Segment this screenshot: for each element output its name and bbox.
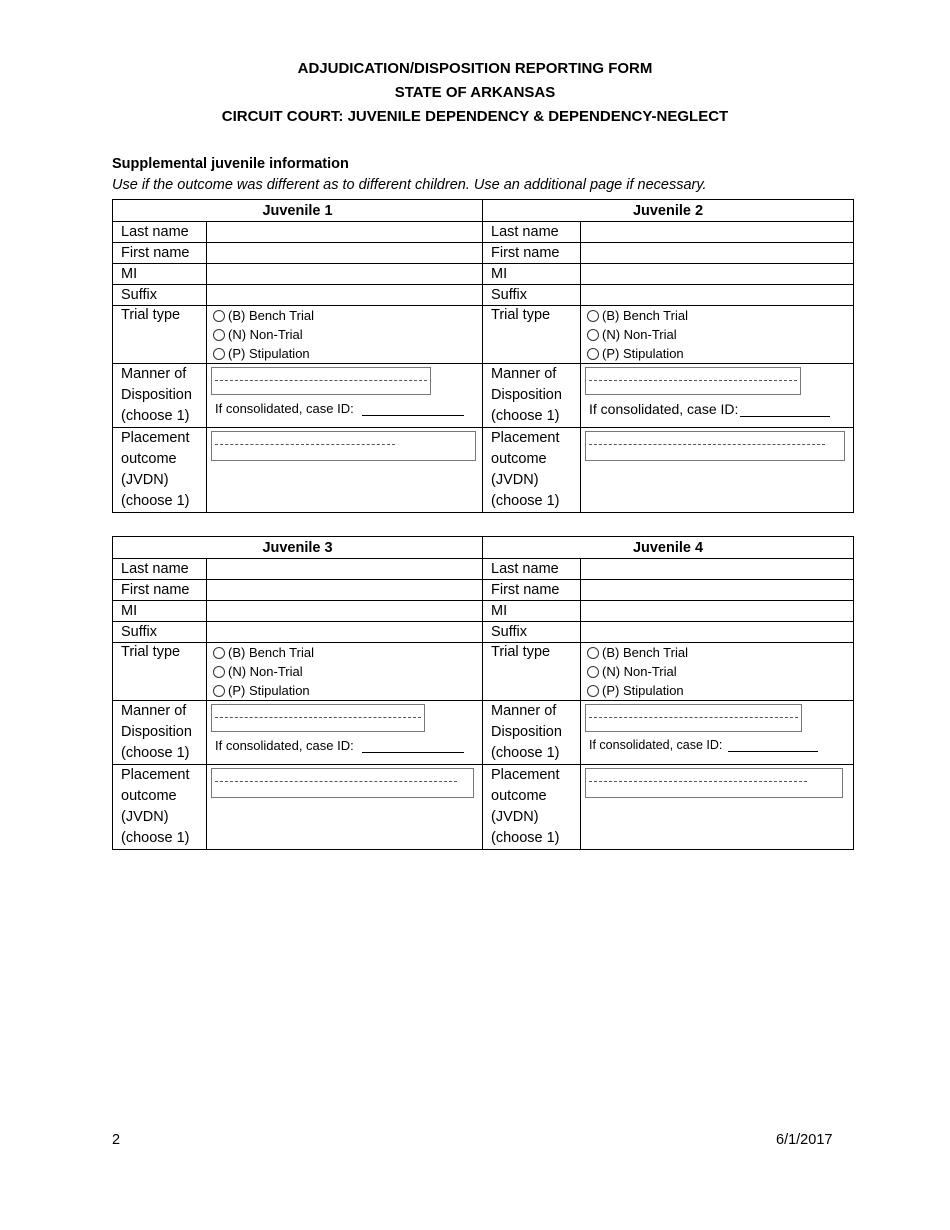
juvenile-1-placement-cell: [207, 428, 483, 513]
trial-type-label: Trial type: [483, 643, 581, 701]
trial-type-label: Trial type: [113, 306, 207, 364]
non-trial-label: (N) Non-Trial: [228, 327, 303, 342]
juvenile-4-last-name-field[interactable]: [581, 559, 854, 580]
form-date: 6/1/2017: [776, 1132, 833, 1148]
consolidated-label: If consolidated, case ID:: [589, 738, 723, 752]
juvenile-1-header: Juvenile 1: [113, 200, 483, 222]
form-title: ADJUDICATION/DISPOSITION REPORTING FORM: [297, 60, 653, 77]
radio-bench-trial[interactable]: [213, 647, 225, 659]
page-number: 2: [112, 1132, 121, 1148]
juvenile-1-case-id-field[interactable]: [362, 404, 464, 416]
non-trial-label: (N) Non-Trial: [228, 664, 303, 679]
radio-stipulation[interactable]: [587, 685, 599, 697]
juvenile-2-placement-cell: [581, 428, 854, 513]
stipulation-label: (P) Stipulation: [228, 683, 310, 698]
juvenile-2-manner-cell: [581, 364, 854, 428]
first-name-label: First name: [483, 243, 581, 264]
juvenile-4-manner-dropdown[interactable]: [585, 704, 802, 732]
juvenile-2-suffix-field[interactable]: [581, 285, 854, 306]
mi-label: MI: [483, 601, 581, 622]
radio-bench-trial[interactable]: [587, 310, 599, 322]
radio-stipulation[interactable]: [587, 348, 599, 360]
juvenile-4-suffix-field[interactable]: [581, 622, 854, 643]
suffix-label: Suffix: [113, 622, 207, 643]
bench-trial-label: (B) Bench Trial: [602, 645, 688, 660]
juvenile-4-mi-field[interactable]: [581, 601, 854, 622]
radio-non-trial[interactable]: [213, 666, 225, 678]
juvenile-2-trial-type-group: [581, 306, 854, 364]
consolidated-label: If consolidated, case ID:: [589, 401, 739, 417]
manner-of-disposition-label: Manner of Disposition (choose 1): [483, 701, 581, 765]
manner-of-disposition-label: Manner of Disposition (choose 1): [483, 364, 581, 428]
juvenile-2-placement-dropdown[interactable]: [585, 431, 845, 461]
juvenile-1-suffix-field[interactable]: [207, 285, 483, 306]
radio-stipulation[interactable]: [213, 348, 225, 360]
juvenile-1-first-name-field[interactable]: [207, 243, 483, 264]
juvenile-4-first-name-field[interactable]: [581, 580, 854, 601]
last-name-label: Last name: [483, 222, 581, 243]
juvenile-table-1-2: [112, 199, 854, 513]
suffix-label: Suffix: [483, 622, 581, 643]
juvenile-1-manner-dropdown[interactable]: [211, 367, 431, 395]
trial-type-label: Trial type: [113, 643, 207, 701]
manner-of-disposition-label: Manner of Disposition (choose 1): [113, 701, 207, 765]
bench-trial-label: (B) Bench Trial: [228, 308, 314, 323]
juvenile-3-manner-cell: [207, 701, 483, 765]
first-name-label: First name: [113, 580, 207, 601]
trial-type-label: Trial type: [483, 306, 581, 364]
placement-outcome-label: Placement outcome (JVDN) (choose 1): [113, 428, 207, 513]
last-name-label: Last name: [113, 222, 207, 243]
juvenile-1-trial-type-group: [207, 306, 483, 364]
radio-stipulation[interactable]: [213, 685, 225, 697]
last-name-label: Last name: [113, 559, 207, 580]
last-name-label: Last name: [483, 559, 581, 580]
stipulation-label: (P) Stipulation: [228, 346, 310, 361]
juvenile-2-header: Juvenile 2: [483, 200, 854, 222]
juvenile-table-3-4: [112, 536, 854, 850]
first-name-label: First name: [483, 580, 581, 601]
form-state: STATE OF ARKANSAS: [394, 84, 556, 101]
juvenile-3-first-name-field[interactable]: [207, 580, 483, 601]
juvenile-3-mi-field[interactable]: [207, 601, 483, 622]
consolidated-label: If consolidated, case ID:: [215, 738, 354, 753]
juvenile-2-first-name-field[interactable]: [581, 243, 854, 264]
first-name-label: First name: [113, 243, 207, 264]
non-trial-label: (N) Non-Trial: [602, 327, 677, 342]
non-trial-label: (N) Non-Trial: [602, 664, 677, 679]
form-court: CIRCUIT COURT: JUVENILE DEPENDENCY & DEPENDENCY-NEGLECT: [221, 108, 729, 125]
radio-non-trial[interactable]: [587, 329, 599, 341]
mi-label: MI: [113, 601, 207, 622]
juvenile-3-suffix-field[interactable]: [207, 622, 483, 643]
juvenile-2-case-id-field[interactable]: [740, 405, 830, 417]
bench-trial-label: (B) Bench Trial: [228, 645, 314, 660]
juvenile-2-manner-dropdown[interactable]: [585, 367, 801, 395]
juvenile-3-header: Juvenile 3: [113, 537, 483, 559]
juvenile-4-placement-dropdown[interactable]: [585, 768, 843, 798]
radio-non-trial[interactable]: [587, 666, 599, 678]
radio-bench-trial[interactable]: [213, 310, 225, 322]
stipulation-label: (P) Stipulation: [602, 683, 684, 698]
radio-bench-trial[interactable]: [587, 647, 599, 659]
juvenile-4-case-id-field[interactable]: [728, 740, 818, 752]
form-header: [0, 57, 950, 129]
radio-non-trial[interactable]: [213, 329, 225, 341]
placement-outcome-label: Placement outcome (JVDN) (choose 1): [113, 765, 207, 850]
juvenile-3-last-name-field[interactable]: [207, 559, 483, 580]
supplemental-note: Use if the outcome was different as to different children. Use an additional page if necessary.: [112, 177, 707, 193]
juvenile-4-trial-type-group: [581, 643, 854, 701]
juvenile-4-manner-cell: [581, 701, 854, 765]
juvenile-3-trial-type-group: [207, 643, 483, 701]
suffix-label: Suffix: [483, 285, 581, 306]
stipulation-label: (P) Stipulation: [602, 346, 684, 361]
juvenile-3-manner-dropdown[interactable]: [211, 704, 425, 732]
juvenile-1-manner-cell: [207, 364, 483, 428]
juvenile-3-placement-dropdown[interactable]: [211, 768, 474, 798]
juvenile-4-placement-cell: [581, 765, 854, 850]
juvenile-1-last-name-field[interactable]: [207, 222, 483, 243]
juvenile-3-placement-cell: [207, 765, 483, 850]
consolidated-label: If consolidated, case ID:: [215, 401, 354, 416]
juvenile-1-mi-field[interactable]: [207, 264, 483, 285]
mi-label: MI: [113, 264, 207, 285]
placement-outcome-label: Placement outcome (JVDN) (choose 1): [483, 765, 581, 850]
suffix-label: Suffix: [113, 285, 207, 306]
mi-label: MI: [483, 264, 581, 285]
bench-trial-label: (B) Bench Trial: [602, 308, 688, 323]
juvenile-1-placement-dropdown[interactable]: [211, 431, 476, 461]
juvenile-3-case-id-field[interactable]: [362, 741, 464, 753]
supplemental-title: Supplemental juvenile information: [112, 156, 349, 172]
placement-outcome-label: Placement outcome (JVDN) (choose 1): [483, 428, 581, 513]
juvenile-4-header: Juvenile 4: [483, 537, 854, 559]
manner-of-disposition-label: Manner of Disposition (choose 1): [113, 364, 207, 428]
juvenile-2-mi-field[interactable]: [581, 264, 854, 285]
juvenile-2-last-name-field[interactable]: [581, 222, 854, 243]
